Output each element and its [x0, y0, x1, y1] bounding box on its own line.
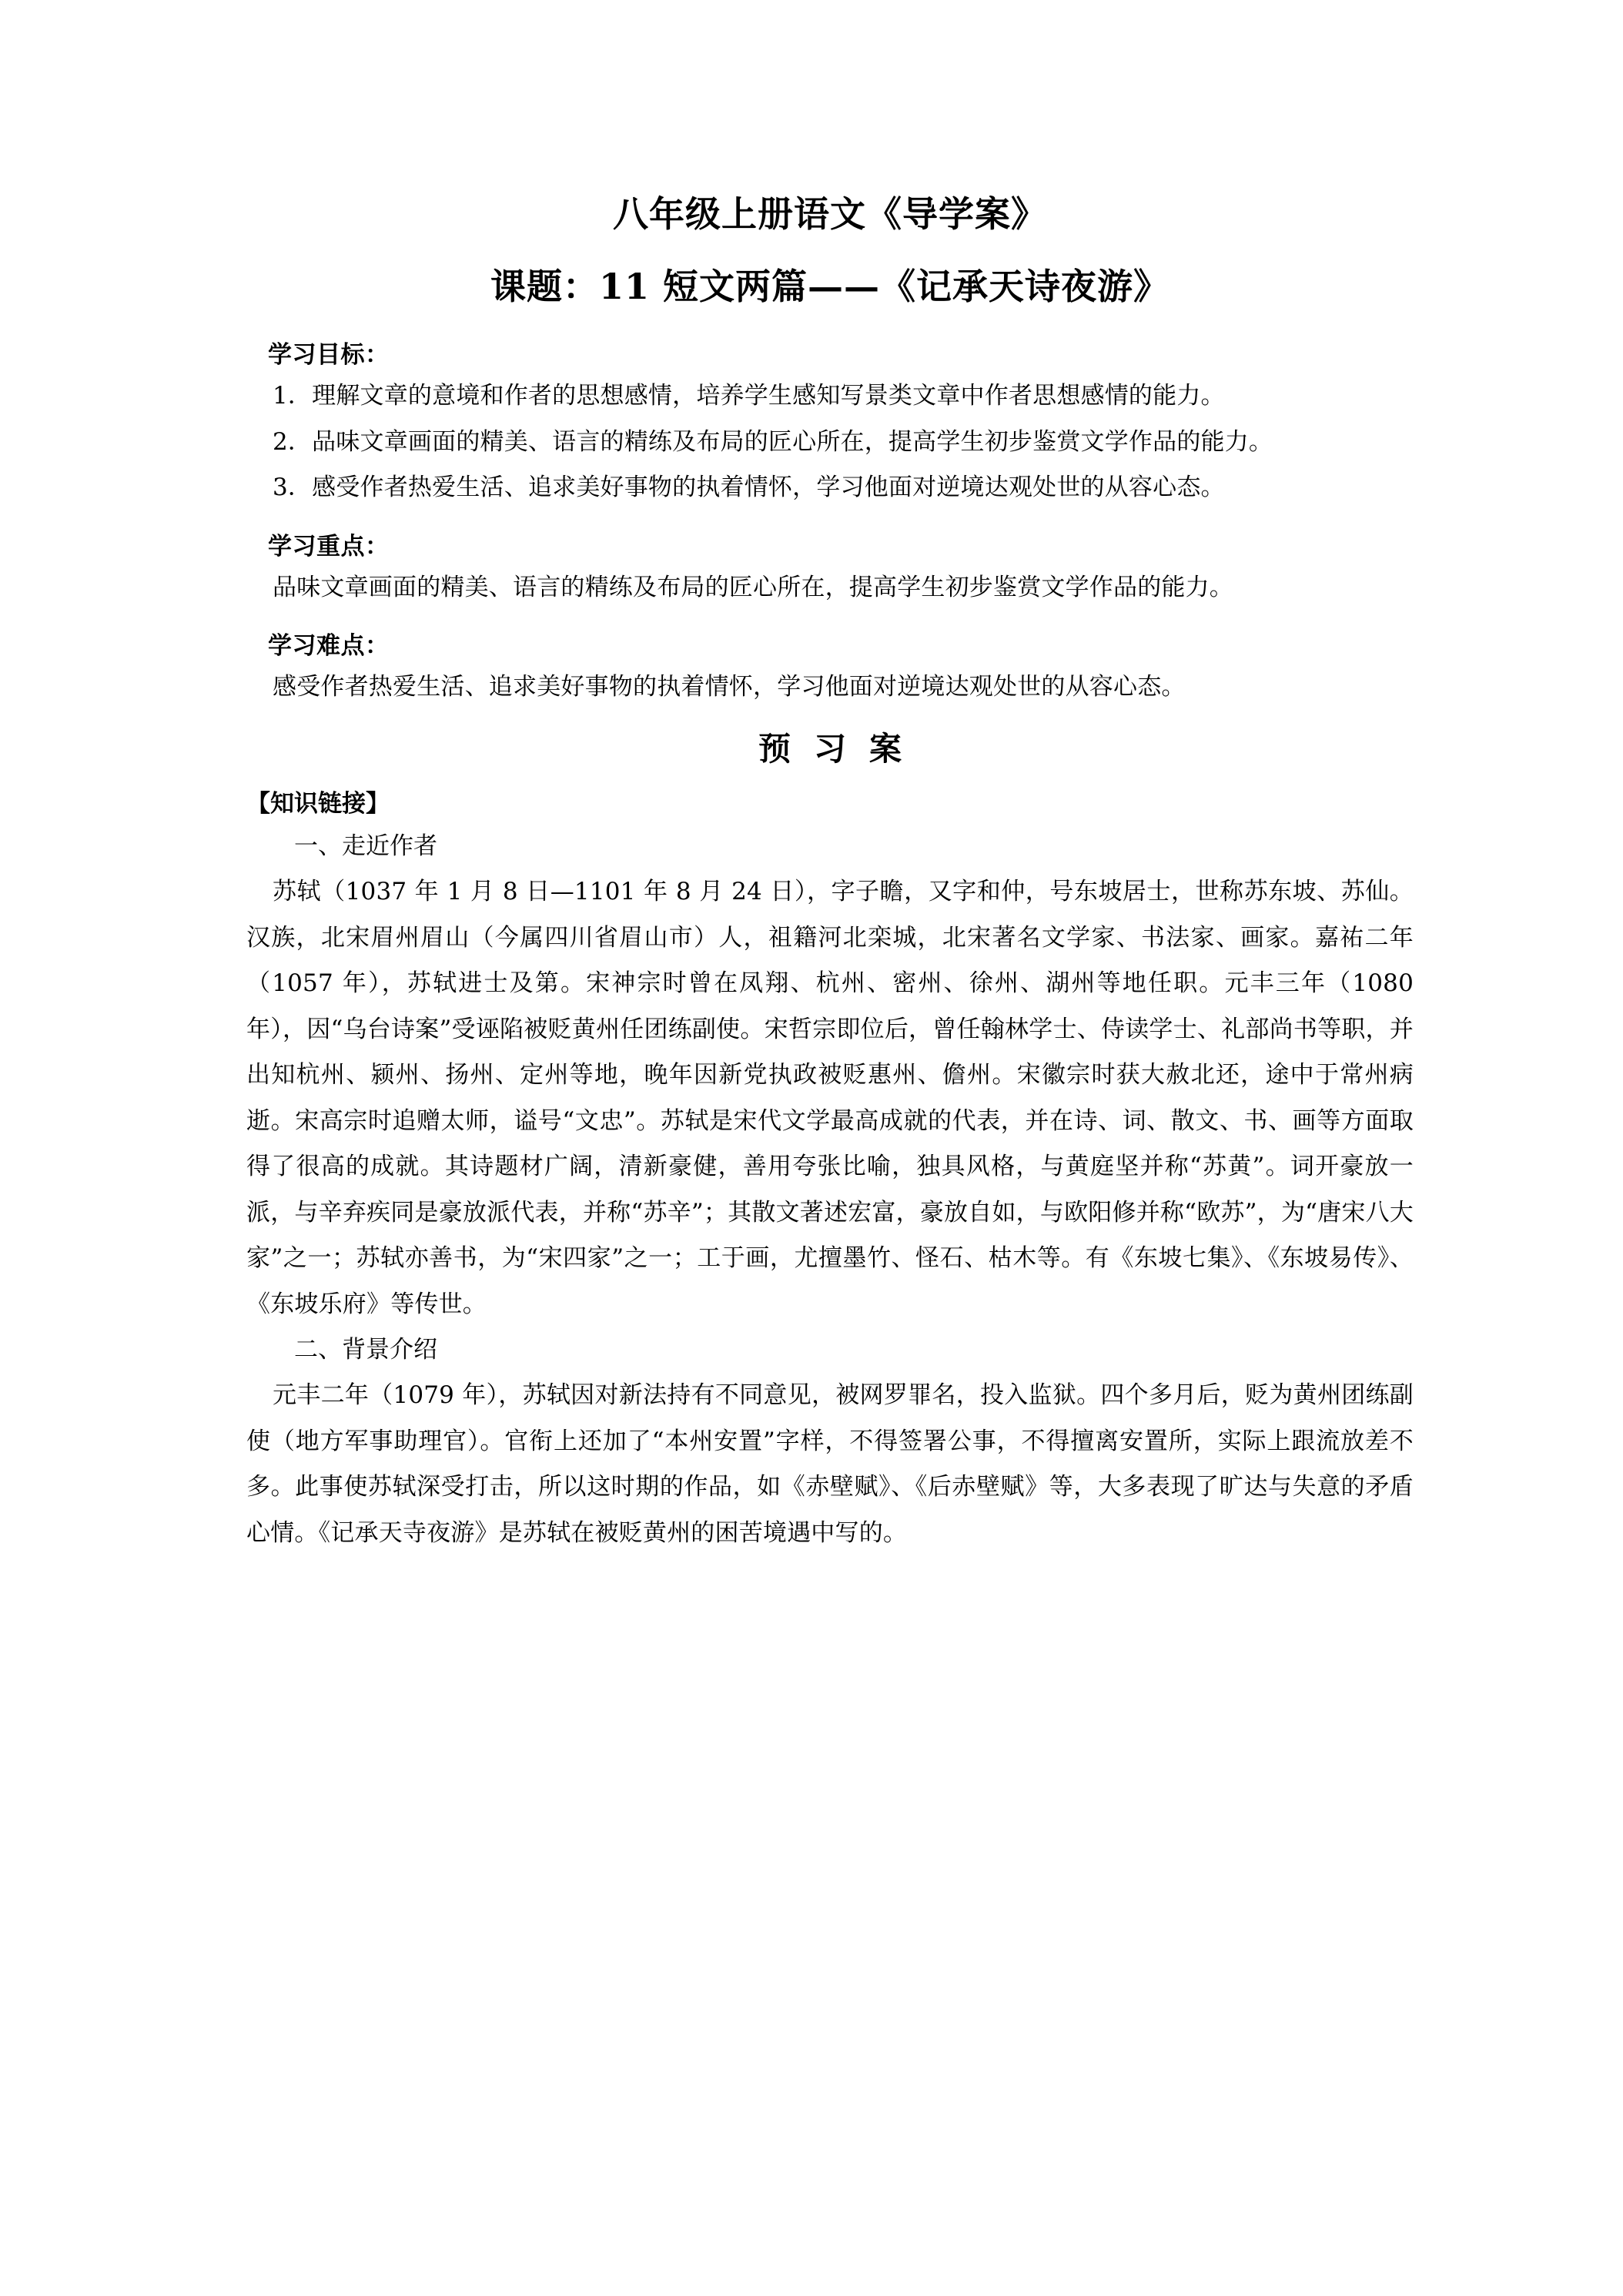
banner-char-3: 案: [869, 729, 902, 768]
objectives-item-2: 2．品味文章画面的精美、语言的精练及布局的匠心所在，提高学生初步鉴赏文学作品的能力。: [273, 427, 1273, 456]
banner-char-2: 习: [813, 729, 846, 768]
knowledge-link-heading: 【知识链接】: [246, 789, 390, 818]
document-subtitle: 课题：11 短文两篇——《记承天诗夜游》: [490, 265, 1170, 307]
difficulties-body: 感受作者热爱生活、追求美好事物的执着情怀，学习他面对逆境达观处世的从容心态。: [273, 673, 1186, 701]
banner-char-1: 预: [758, 729, 791, 768]
difficulties-heading: 学习难点：: [268, 632, 390, 661]
objectives-item-1: 1．理解文章的意境和作者的思想感情，培养学生感知写景类文章中作者思想感情的能力。: [273, 382, 1225, 410]
objectives-heading: 学习目标：: [268, 341, 390, 369]
knowledge-link-part-one-body: 苏轼（1037 年 1 月 8 日—1101 年 8 月 24 日），字子瞻，又字和仲，号东坡居士，世称苏东坡、苏仙。汉族，北宋眉州眉山（今属四川省眉山市）人，祖籍河北栾城，北宋著名文学家、书法家、画家。嘉祐二年（1057 年），苏轼进士及第。宋神宗时曾在凤翔、杭州、密州、徐州、湖州等地任职。元丰三年（1080 年），因“乌台诗案”受诬陷被贬黄州任团练副使。宋哲宗即位后，曾任翰林学士、侍读学士、礼部尚书等职，并出知杭州、颍州、扬州、定州等地，晚年因新党执政被贬惠州、儋州。宋徽宗时获大赦北还，途中于常州病逝。宋高宗时追赠太师，谥号“文忠”。苏轼是宋代文学最高成就的代表，并在诗、词、散文、书、画等方面取得了很高的成就。其诗题材广阔，清新豪健，善用夸张比喻，独具风格，与黄庭坚并称“苏黄”。词开豪放一派，与辛弃疾同是豪放派代表，并称“苏辛”；其散文著述宏富，豪放自如，与欧阳修并称“欧苏”，为“唐宋八大家”之一；苏轼亦善书，为“宋四家”之一；工于画，尤擅墨竹、怪石、枯木等。有《东坡七集》、《东坡易传》、《东坡乐府》等传世。: [246, 878, 1414, 1318]
key-points-heading: 学习重点：: [268, 532, 390, 561]
spacer: [246, 309, 1414, 320]
knowledge-link-part-one-heading: 一、走近作者: [294, 832, 437, 861]
objectives-item-3: 3．感受作者热爱生活、追求美好事物的执着情怀，学习他面对逆境达观处世的从容心态。: [273, 474, 1225, 502]
preview-case-banner: [246, 725, 1414, 773]
knowledge-link-part-two-heading: 二、背景介绍: [294, 1336, 437, 1364]
key-points-body: 品味文章画面的精美、语言的精练及布局的匠心所在，提高学生初步鉴赏文学作品的能力。: [273, 573, 1233, 601]
document-content: [246, 0, 1414, 1556]
knowledge-link-part-two-body: 元丰二年（1079 年），苏轼因对新法持有不同意见，被网罗罪名，投入监狱。四个多月后，贬为黄州团练副使（地方军事助理官）。官衔上还加了“本州安置”字样，不得签署公事，不得擅离安置所，实际上跟流放差不多。此事使苏轼深受打击，所以这时期的作品，如《赤壁赋》、《后赤壁赋》等，大多表现了旷达与失意的矛盾心情。《记承天寺夜游》是苏轼在被贬黄州的困苦境遇中写的。: [246, 1381, 1414, 1547]
document-title: 八年级上册语文《导学案》: [613, 193, 1047, 235]
